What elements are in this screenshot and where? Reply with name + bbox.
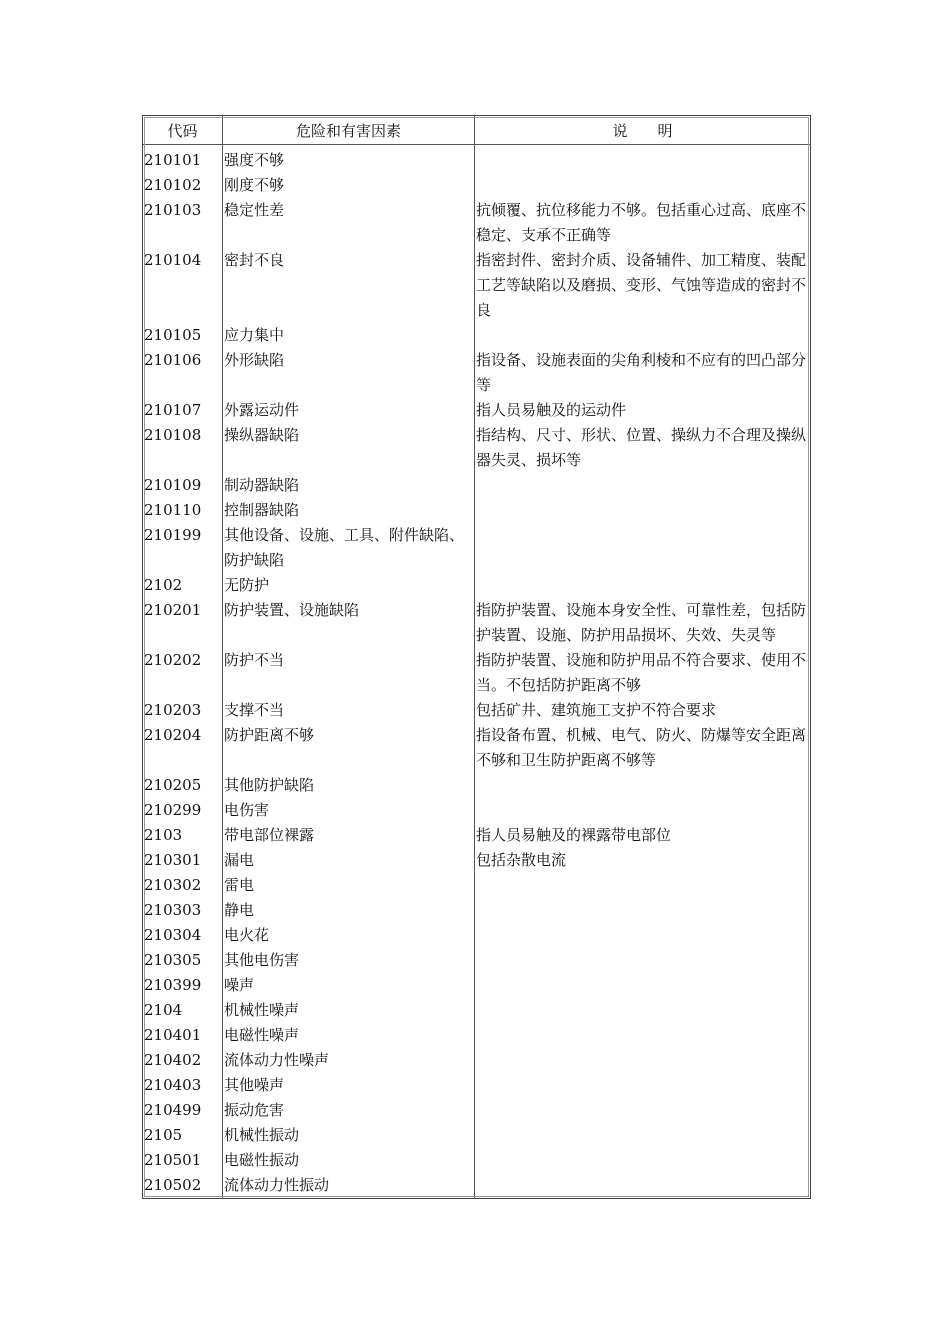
- code-cell: 210199: [144, 526, 202, 544]
- table-row: [143, 398, 810, 423]
- code-cell: 2102: [144, 576, 183, 594]
- factor-cell: 其他防护缺陷: [222, 773, 474, 798]
- header-code: 代码: [143, 116, 222, 145]
- table-body: [143, 145, 810, 1198]
- note-cell: 指结构、尺寸、形状、位置、操纵力不合理及操纵器失灵、损坏等: [474, 423, 810, 473]
- factor-cell: 漏电: [222, 848, 474, 873]
- table-row: [143, 1048, 810, 1073]
- table-row: [143, 998, 810, 1023]
- note-cell: [474, 523, 810, 573]
- header-row: [143, 116, 810, 145]
- table-row: [143, 923, 810, 948]
- table-row: [143, 973, 810, 998]
- note-cell: [474, 1123, 810, 1148]
- code-cell: 210304: [144, 926, 202, 944]
- note-cell: 指密封件、密封介质、设备辅件、加工精度、装配工艺等缺陷以及磨损、变形、气蚀等造成的密封不良: [474, 248, 810, 323]
- table-row: [143, 1023, 810, 1048]
- table-row: [143, 773, 810, 798]
- code-cell: 210103: [144, 201, 202, 219]
- note-cell: 包括杂散电流: [474, 848, 810, 873]
- table-header: [143, 116, 810, 145]
- note-cell: [474, 323, 810, 348]
- code-cell: 210399: [144, 976, 202, 994]
- factor-cell: 防护不当: [222, 648, 474, 698]
- factor-cell: 操纵器缺陷: [222, 423, 474, 473]
- factor-cell: 应力集中: [222, 323, 474, 348]
- note-cell: [474, 873, 810, 898]
- note-cell: [474, 1098, 810, 1123]
- code-cell: 210299: [144, 801, 202, 819]
- factor-cell: 流体动力性噪声: [222, 1048, 474, 1073]
- table-row: [143, 323, 810, 348]
- note-cell: [474, 998, 810, 1023]
- note-cell: [474, 773, 810, 798]
- table-row: [143, 873, 810, 898]
- code-cell: 210205: [144, 776, 202, 794]
- note-cell: 指设备布置、机械、电气、防火、防爆等安全距离不够和卫生防护距离不够等: [474, 723, 810, 773]
- note-cell: 指人员易触及的裸露带电部位: [474, 823, 810, 848]
- table-row: [143, 948, 810, 973]
- note-cell: [474, 573, 810, 598]
- code-cell: 210201: [144, 601, 202, 619]
- note-cell: [474, 1023, 810, 1048]
- note-cell: [474, 923, 810, 948]
- note-cell: [474, 498, 810, 523]
- factor-cell: 密封不良: [222, 248, 474, 323]
- note-cell: [474, 173, 810, 198]
- factor-cell: 防护距离不够: [222, 723, 474, 773]
- factor-cell: 静电: [222, 898, 474, 923]
- code-cell: 210203: [144, 701, 202, 719]
- factor-cell: 刚度不够: [222, 173, 474, 198]
- factor-cell: 其他噪声: [222, 1073, 474, 1098]
- code-cell: 210104: [144, 251, 202, 269]
- table-row: [143, 173, 810, 198]
- table-row: [143, 1173, 810, 1198]
- factor-cell: 机械性噪声: [222, 998, 474, 1023]
- factor-cell: 电火花: [222, 923, 474, 948]
- code-cell: 210105: [144, 326, 202, 344]
- table-row: [143, 898, 810, 923]
- table-row: [143, 498, 810, 523]
- factor-cell: 带电部位裸露: [222, 823, 474, 848]
- code-cell: 210202: [144, 651, 202, 669]
- factor-cell: 外露运动件: [222, 398, 474, 423]
- note-cell: [474, 1073, 810, 1098]
- code-cell: 210107: [144, 401, 202, 419]
- factor-cell: 其他设备、设施、工具、附件缺陷、防护缺陷: [222, 523, 474, 573]
- table-row: [143, 423, 810, 473]
- table-row: [143, 848, 810, 873]
- note-cell: 抗倾覆、抗位移能力不够。包括重心过高、底座不稳定、支承不正确等: [474, 198, 810, 248]
- factor-cell: 防护装置、设施缺陷: [222, 598, 474, 648]
- factor-cell: 机械性振动: [222, 1123, 474, 1148]
- code-cell: 210101: [144, 151, 202, 169]
- table-row: [143, 723, 810, 773]
- table-row: [143, 598, 810, 648]
- note-cell: [474, 1048, 810, 1073]
- table-row: [143, 198, 810, 248]
- table-row: [143, 473, 810, 498]
- note-cell: [474, 1148, 810, 1173]
- code-cell: 210204: [144, 726, 202, 744]
- table-row: [143, 348, 810, 398]
- note-cell: [474, 1173, 810, 1198]
- table-row: [143, 1148, 810, 1173]
- note-cell: 指人员易触及的运动件: [474, 398, 810, 423]
- header-note: 说 明: [474, 116, 810, 145]
- code-cell: 210110: [144, 501, 202, 519]
- factor-cell: 流体动力性振动: [222, 1173, 474, 1198]
- note-cell: 指设备、设施表面的尖角利棱和不应有的凹凸部分等: [474, 348, 810, 398]
- code-cell: 210305: [144, 951, 202, 969]
- note-cell: [474, 973, 810, 998]
- factor-cell: 振动危害: [222, 1098, 474, 1123]
- code-cell: 210102: [144, 176, 202, 194]
- table-row: [143, 823, 810, 848]
- code-cell: 210109: [144, 476, 202, 494]
- table-row: [143, 1123, 810, 1148]
- factor-cell: 电磁性振动: [222, 1148, 474, 1173]
- code-cell: 210403: [144, 1076, 202, 1094]
- table-row: [143, 1073, 810, 1098]
- table-row: [143, 573, 810, 598]
- code-cell: 210108: [144, 426, 202, 444]
- table-row: [143, 145, 810, 173]
- code-cell: 210401: [144, 1026, 202, 1044]
- factor-cell: 电伤害: [222, 798, 474, 823]
- note-cell: 指防护装置、设施和防护用品不符合要求、使用不当。不包括防护距离不够: [474, 648, 810, 698]
- factor-cell: 控制器缺陷: [222, 498, 474, 523]
- code-cell: 210501: [144, 1151, 202, 1169]
- code-cell: 210106: [144, 351, 202, 369]
- factor-cell: 电磁性噪声: [222, 1023, 474, 1048]
- header-factor: 危险和有害因素: [222, 116, 474, 145]
- table-row: [143, 1098, 810, 1123]
- factor-cell: 强度不够: [222, 145, 474, 173]
- code-cell: 2104: [144, 1001, 183, 1019]
- note-cell: [474, 948, 810, 973]
- hazard-factor-table: [142, 115, 811, 1199]
- code-cell: 210301: [144, 851, 202, 869]
- table-row: [143, 523, 810, 573]
- code-cell: 2105: [144, 1126, 183, 1144]
- note-cell: [474, 145, 810, 173]
- table-row: [143, 648, 810, 698]
- factor-cell: 无防护: [222, 573, 474, 598]
- note-cell: [474, 798, 810, 823]
- factor-cell: 其他电伤害: [222, 948, 474, 973]
- code-cell: 210499: [144, 1101, 202, 1119]
- code-cell: 210402: [144, 1051, 202, 1069]
- code-cell: 210502: [144, 1176, 202, 1194]
- factor-cell: 噪声: [222, 973, 474, 998]
- note-cell: 指防护装置、设施本身安全性、可靠性差，包括防护装置、设施、防护用品损坏、失效、失灵等: [474, 598, 810, 648]
- table-row: [143, 248, 810, 323]
- factor-cell: 外形缺陷: [222, 348, 474, 398]
- note-cell: 包括矿井、建筑施工支护不符合要求: [474, 698, 810, 723]
- factor-cell: 制动器缺陷: [222, 473, 474, 498]
- code-cell: 2103: [144, 826, 183, 844]
- factor-cell: 支撑不当: [222, 698, 474, 723]
- factor-cell: 稳定性差: [222, 198, 474, 248]
- factor-cell: 雷电: [222, 873, 474, 898]
- table-row: [143, 798, 810, 823]
- code-cell: 210303: [144, 901, 202, 919]
- table-row: [143, 698, 810, 723]
- code-cell: 210302: [144, 876, 202, 894]
- note-cell: [474, 898, 810, 923]
- note-cell: [474, 473, 810, 498]
